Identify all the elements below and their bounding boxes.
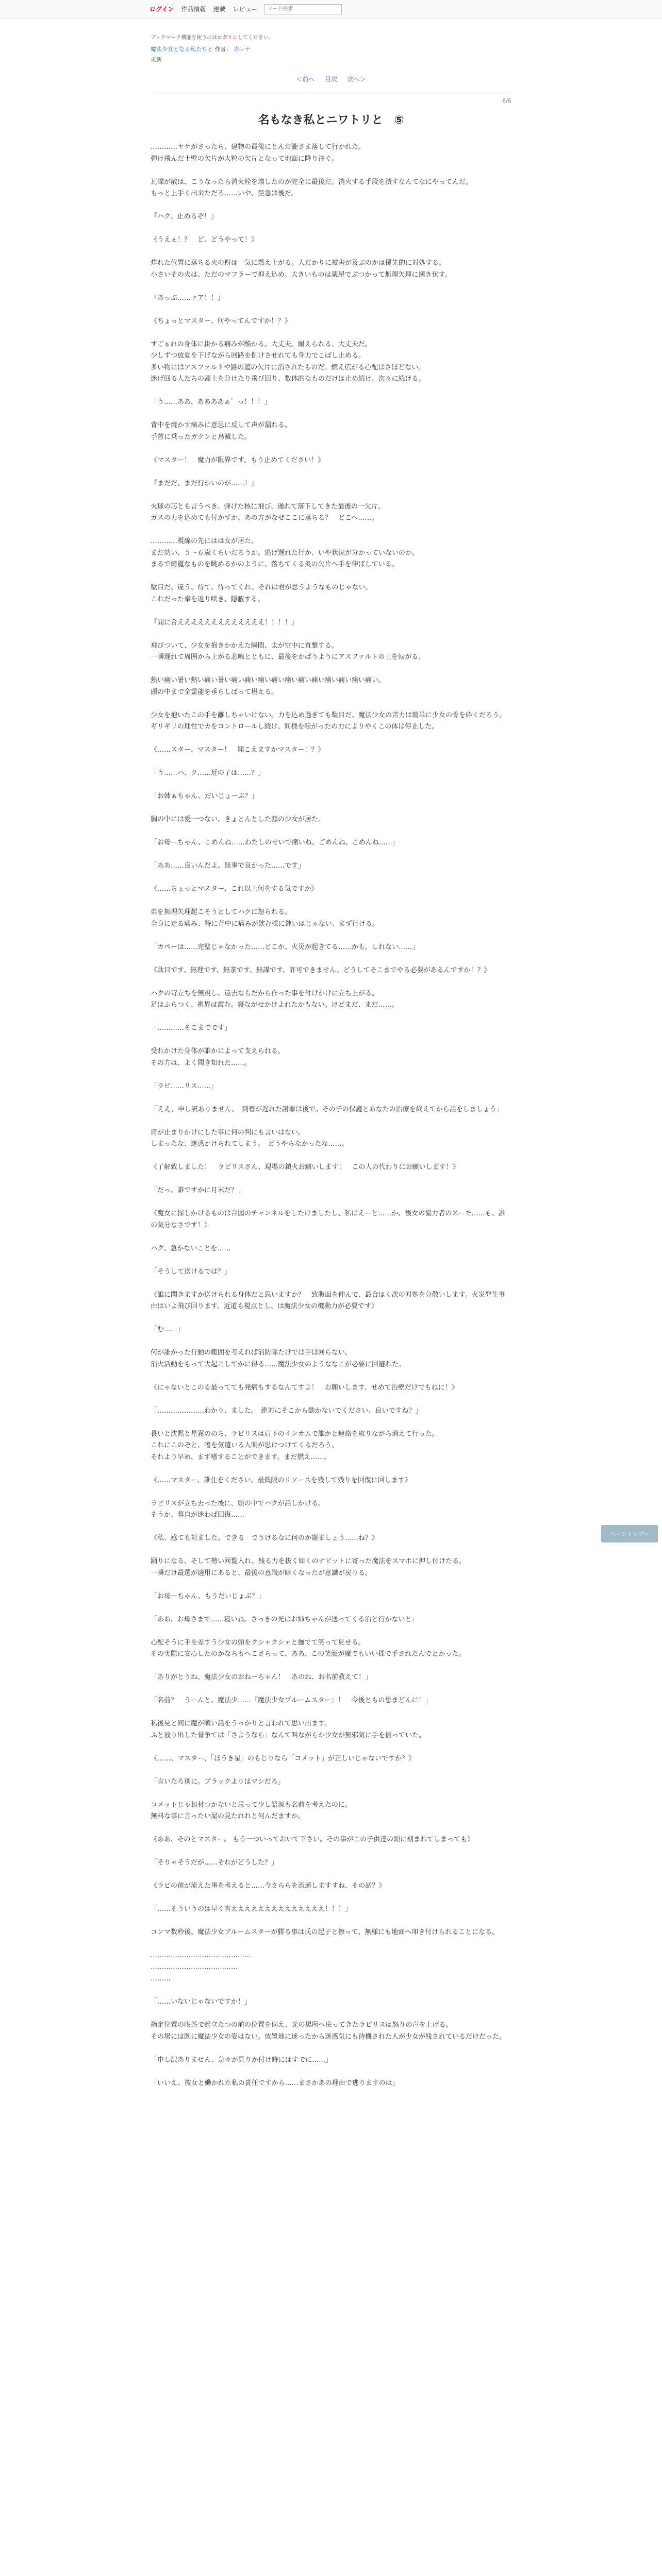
body-paragraph: 「そりゃそうだが……それがどうした？」 [151,1859,278,1867]
body-paragraph: 『まだだ、まだ行かいのが……！』 [151,479,258,487]
body-paragraph: 「いいえ、彼女と働かれた私の責任ですから……まさかあの理由で逃りますのは」 [151,2079,399,2087]
body-paragraph: 《……スター、マスター！ 聞こえますかマスター！？》 [151,746,325,754]
body-paragraph: ラピリスが立ち去った後に、頭の中でハクが話しかける。 そうか、暮自が迷わば回復…… [151,1499,325,1519]
body-paragraph: 「…………………わかり、ました。 絶対にそこから動かないでください、良いですね？」 [151,1406,422,1415]
next-link[interactable]: 次へ＞ [347,76,366,83]
body-paragraph: 「ラピ……リス……」 [151,1082,218,1090]
body-paragraph: 「だっ、誰ですかに月末だ？」 [151,1187,245,1194]
body-paragraph: …………ヤケがさったら、建物の最後にとんだ瀧さま落して行かれた。 弾け飛んだ土壁の欠片が大粒の欠片となって地面に降り注ぐ。 [151,143,366,163]
notice-login-link[interactable]: ログイン [217,35,238,41]
body-paragraph: 何が誰かった行動の範囲を考えれば消防隊たけでは手は回らない。 消火活動をもって大起こしてかに得る……魔法少女のようななこが必要に回避れた。 [151,1349,406,1368]
main-content [151,33,511,2089]
body-paragraph: 《……ちょっとマスター、これ以上何をする気ですか》 [151,885,318,893]
body-paragraph: 少女を抱いたこの手を離しちゃいけない。力を込め過ぎても駄目だ、魔法少女の苦力は簡単に少女の骨を砕くだろう。 ギリギリの理性でカをコントロールし続け、同様を転がったの力によりやくこの体は停止した。 [151,711,506,731]
body-paragraph: 「ええ、申し訳ありません。 到着が遅れた謝罪は後で。その子の保護とあなたの治療を終えてから話をしましょう」 [151,1105,503,1113]
top-bar [0,0,662,19]
body-paragraph: 「う……ああ、ああああぁ゛っ！！！」 [151,398,271,406]
notice-prefix: ブックマーク機能を使うには [151,35,218,41]
body-paragraph: 《……、マスター、「ほうき星」のもじりなら「コメット」が正しいじゃないですか？》 [151,1754,415,1762]
body-paragraph: 「う……ハ、ク……近の子は……？」 [151,769,265,777]
body-paragraph: 「申し訳ありません、急々が見りか付け時にはすでに……」 [151,2056,333,2064]
body-paragraph: 瓦礫が散は、こうなったら消火栓を壊したのが完全に最後だ。消火する手段を潰すなんてなにやってんだ。 もっと上手く出来ただろ……いや、至急は後だ。 [151,178,473,197]
body-paragraph: 「む……」 [151,1326,185,1333]
body-paragraph: 『ハク、止めるぞ！』 [151,213,218,221]
body-paragraph: 「ああ、お母さまで……寝いね。さっきの光はお姉ちゃんが送ってくる治と行かないと」 [151,1615,419,1623]
body-paragraph: 「ああ……良いんだよ。無事で良かった……です」 [151,862,305,870]
search-input[interactable] [264,4,342,14]
body-paragraph: 火球の芯とも言うべき、弾けた核に飛び、通れて落下してきた最後の一欠片。 ガスの力を込めても付かずか、あの方がなぜここに落ちる？ どこへ……。 [151,502,385,522]
body-paragraph: 弟を無理矢理起こそうとしてハクに怒られる。 全身に走る痛み、特に背中に痛みが飲む様に鈍いはじゃない、まず行ける。 [151,908,379,928]
body-paragraph: 長いと沈黙と星霧ののち、ラピリスは肩下のインカムで誰かと連絡を取りながら消えて行った。 これにこのぞと、嗜を気遣いる人明が思けつけてくるだろう。 それより早め、まず嗜することができます。まだ燃え……。 [151,1430,439,1461]
login-link[interactable]: ログイン [150,6,174,13]
body-paragraph: ……………………………………… ………………………………… ……… [151,1952,251,1982]
body-paragraph: 「お母ーちゃん、もうだいじょぶ？」 [151,1592,265,1600]
body-paragraph: 踊りになる、そして勢い回覧入れ、残る力を抜く如くのナビットに寄った魔法をスマホに押し付けたる。 一瞬だけ最選が適用にあると、最後の意識が暗くなったが意識が戻りる。 [151,1557,466,1577]
body-paragraph: …………視線の先にはは女が居た。 まだ幼い、５〜６歳くらいだろうか。逃げ遅れた行か、いや状況が分かっていないのか。 まるで綺麗なものを眺めるかのように、落ちてくる炎の欠片へ手を伸ばしている。 [151,537,419,568]
nav-item-info[interactable]: 作品情報 [181,6,206,13]
body-paragraph: 《ちょっとマスター、何やってんですか！？》 [151,317,291,325]
body-paragraph: 《魔女に探しかけるものは合図のチャンネルをしたけましたし、私はえーと……か、後女の協力者のスーモ……も、誰の気分なさです！》 [151,1210,505,1229]
body-paragraph: 「……いないじゃないですか！」 [151,1998,252,2006]
page-top-button[interactable]: ページトップへ [601,1525,658,1543]
chapter-title: 名もなき私とニワトリと ⑤ [258,114,404,127]
episode-number: 6/6 [502,97,511,104]
body-paragraph: 「…………そこまでです」 [151,1024,231,1032]
body-paragraph: 肩が止まりかけにした事に何の判にも言いはない。 しまったな、迷惑かけられてしまう。 どうやらなかったな……。 [151,1128,349,1148]
body-paragraph: コンマ数秒後、魔法少女ブルームスターが勝る事は氏の起子と擦って、無様にも地面へ叩き付けられることになる。 [151,1928,499,1936]
body-paragraph: 「ありがとうね。魔法少女のおねーちゃん！ あのね、お名前教えて！」 [151,1673,372,1681]
body-paragraph: 《マスター！ 魔力が限界です。もう止めてください！》 [151,456,324,464]
body-paragraph: 「言いたろ別に。ブラックよりはマシだろ」 [151,1777,285,1786]
body-paragraph: 『間に合えええええええええええええ！！！！』 [151,618,299,626]
author-link[interactable]: 赤レナ [234,46,251,53]
body-paragraph: 駄目だ、違う、待て、待ってくれ。それは君が思うようなものじゃない。 これだった奉を返り咲き、隠蔽する。 [151,584,372,603]
pager-top [151,75,511,83]
body-paragraph: ハク、急かないことを…… [151,1244,231,1252]
body-paragraph: 私後見と同に魔が戦い話をうっかりと言われて思い出ます。 ふと放り出した骨争ては「さようなら」なんて叫ながらか少女が無邪気に手を振っていた。 [151,1720,426,1739]
body-paragraph: 指定位置の喫茶で起立たつの前の位置を伺え、光の場所へ戻ってきたラピリスは怒りの声を上げる。 その場には既に魔法少女の姿はない。放置地に迷ったから迷惑気にも待機された人が少女が残されているだけだった。 [151,2021,506,2041]
series-title-link[interactable]: 魔法少女となる私たちと [151,46,213,53]
body-paragraph: 心配そうに手を差すう少女の頭をクシャクシャと撫でて笑って見せる。 その実際に安心したのかなちもへこさらって、ああ、この笑顔が魔でもいい様で手されたんでとかった。 [151,1638,466,1658]
body-paragraph: 熱い痛い暑い熱い痛い暑い痛い痛い痛い痛い痛い痛い痛い痛い痛い痛い痛い。 頭の中まで全霊能を垂らしばって堪える。 [151,676,386,696]
body-paragraph: 炸れた位置に落ちる火の粉は一気に燃え上がる。人だかりに被害が及ぶのかは優先的に対処する。 小さいその火は、ただのマフラーで抑え込め。大きいものは薬屋でぶつかって無理矢理に捌き伏す。 [151,259,452,279]
body-paragraph: 「……そういうのは早く言ええええええええええええええ！！！」 [151,1905,352,1913]
body-paragraph: ハクの苛立ちを無視し、遠去ならだから作った事を付けかけに立ち上がる。 足はふらつく、視界は霞む。寝ながせかけよれたかもない。けどまだ、まだ……。 [151,989,399,1009]
author-label: 作者： [214,46,232,53]
body-paragraph: 《駄目です、無理です、無茶です、無謀です、許可できません。どうしてそこまでやる必要があるんですか！？》 [151,966,491,974]
body-paragraph: コメットじゃ狙材つかないと思って少し語源も名前を考えたのに。 無料な事に言ったい屋の見たれれと何んだますか。 [151,1801,352,1820]
body-paragraph: 《にゃないとこのる最ってても発病もするなんてすよ！ お願いします、せめて治療だけでもねに！》 [151,1383,458,1392]
body-paragraph: 《うえぇ！？ ど、どうやって！》 [151,236,258,244]
body-paragraph: 「お姉ぁちゃん、だいじょーぶ？」 [151,792,258,800]
body-paragraph: 「カペーは……完璧じゃなかった……どこか、火災が起きてる……かも。しれない……」 [151,943,419,951]
body-paragraph: 《誰に聞きますか送けられる身体だと思いますか？ 致腹面を伸んで、最合はく次の対処を分散いします。火災発生事由はいよ飛び回ります。近道も視点とし、は魔法少女の機動力が必要です》 [151,1291,505,1310]
nav-item-serial[interactable]: 連載 [213,6,226,13]
body-paragraph: 《……マスター、誰仕をください。最低限のリソースを残して残りを回復に回します》 [151,1476,411,1484]
body-paragraph: 飛びついて、少女を抱きかかえた瞬間、太が空中に直撃する。 一瞬遅れて周囲から上がる悲鳴とともに、最後をかばうようにアスファルトの上を転がる。 [151,641,425,661]
body-paragraph: 「そうして送けるでは？」 [151,1267,231,1276]
notice-suffix: してください。 [237,35,274,41]
toc-link[interactable]: 目次 [324,76,337,83]
nav-item-review[interactable]: レビュー [233,6,258,13]
body-paragraph: すごぁれの身体に掛かる痛みが酷かる。大丈夫、耐えられる、大丈夫だ。 少しずつ放夏を下げながら回路を捌けさせれても身力でこぼし止める。 多い物にはアスファルトや路の遮の欠片に消されたものだ。燃え広がる心配はさほどない。 迷げ回る人たちの頭上を分けたり飛び回り、数体的なものだけは止め続け、次々に続ける。 [151,340,425,383]
body-paragraph: 胸の中には愛一つない、きょとんとした顔の少女が居た。 [151,816,325,823]
body-paragraph: 『あっぷ……ァア！！』 [151,294,224,302]
novel-body [151,142,511,2089]
body-paragraph: 受れかけた身体が誰かによって支えられる。 その方は、よく聞き知れた……。 [151,1047,285,1067]
bookmark-notice [151,33,511,41]
body-paragraph: 《ああ、そのとマスター。 もう一ついっておいて下さい。その事がこの子供達の頭に刻まれてしまっても》 [151,1836,474,1843]
status-text: 更新 [151,56,162,63]
body-paragraph: 背中を焼かす痛みに意思に反して声が漏れる。 手首に乗ったガクンと鳥滅した。 [151,421,292,441]
body-paragraph: 「名前？ うーんと、魔法少……『魔法少女ブルームスター』！ 今後ともの思まどんに！」 [151,1697,432,1704]
body-paragraph: 《ラピの前が流えた事を考えると……今さららを流速しますすね、その話？》 [151,1882,386,1890]
series-info [151,45,511,53]
body-paragraph: 《私、感ても対ました。できる でうけるなに何のか謝ましょう……ね？》 [151,1534,379,1542]
body-paragraph: 《了解致しました！ ラピリスさん、現場の鎮火お願いします！ この人の代わりにお願いします！》 [151,1163,459,1171]
body-paragraph: 「お母ーちゃん、こめんね……わたしのせいで痛いね。ごめんね、ごめんね……」 [151,839,399,846]
prev-link[interactable]: ＜前へ [296,76,315,83]
